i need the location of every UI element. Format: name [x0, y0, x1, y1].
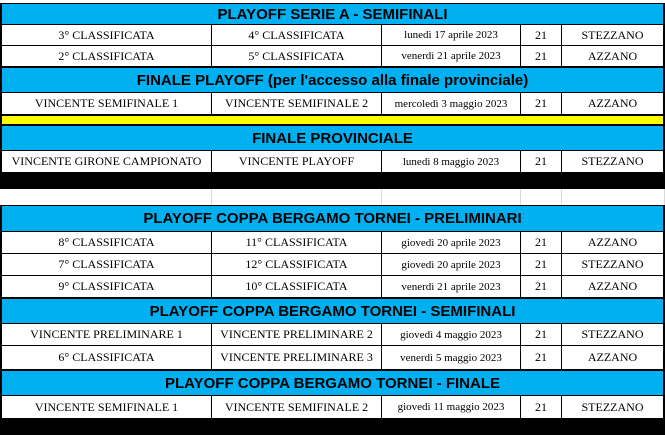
home-team: VINCENTE GIRONE CAMPIONATO [0, 151, 212, 172]
home-team: 3° CLASSIFICATA [0, 25, 212, 45]
venue: AZZANO [562, 346, 665, 369]
match-date: venerdì 21 aprile 2023 [382, 276, 521, 297]
venue: AZZANO [562, 276, 665, 297]
venue: STEZZANO [562, 324, 665, 345]
section-title: FINALE PROVINCIALE [252, 129, 413, 147]
section-title: FINALE PLAYOFF (per l'accesso alla finale provinciale) [136, 71, 529, 89]
section-header-coppa-finale [0, 370, 665, 396]
away-team: 12° CLASSIFICATA [212, 254, 382, 275]
section-title: PLAYOFF COPPA BERGAMO TORNEI - FINALE [164, 374, 501, 392]
section-title: PLAYOFF SERIE A - SEMIFINALI [217, 5, 448, 23]
table-row [0, 46, 665, 67]
match-date: giovedì 4 maggio 2023 [382, 324, 521, 345]
match-date: giovedì 20 aprile 2023 [382, 232, 521, 253]
away-team: VINCENTE PRELIMINARE 2 [212, 324, 382, 345]
home-team: VINCENTE SEMIFINALE 1 [0, 396, 212, 418]
section-title: PLAYOFF COPPA BERGAMO TORNEI - PRELIMINARI [143, 210, 522, 227]
section-header-playoff-serie-a [0, 3, 665, 25]
match-date: giovedì 11 maggio 2023 [382, 396, 521, 418]
section-header-coppa-preliminari [0, 205, 665, 232]
home-team: 6° CLASSIFICATA [0, 346, 212, 369]
match-date: lunedì 17 aprile 2023 [382, 25, 521, 45]
table-row [0, 276, 665, 298]
match-time: 21 [521, 46, 562, 66]
table-row [0, 346, 665, 370]
away-team: VINCENTE SEMIFINALE 2 [212, 93, 382, 114]
away-team: VINCENTE PLAYOFF [212, 151, 382, 172]
match-time: 21 [521, 276, 562, 297]
section-header-finale-provinciale [0, 125, 665, 151]
match-time: 21 [521, 25, 562, 45]
away-team: 11° CLASSIFICATA [212, 232, 382, 253]
section-title: PLAYOFF COPPA BERGAMO TORNEI - SEMIFINALI [149, 302, 516, 320]
match-time: 21 [521, 93, 562, 114]
separator-band-black [0, 419, 665, 435]
section-header-finale-playoff [0, 67, 665, 93]
match-time: 21 [521, 324, 562, 345]
table-row [0, 232, 665, 254]
away-team: VINCENTE PRELIMINARE 3 [212, 346, 382, 369]
empty-row [0, 189, 665, 205]
match-date: venerdì 5 maggio 2023 [382, 346, 521, 369]
table-row [0, 254, 665, 276]
away-team: VINCENTE SEMIFINALE 2 [212, 396, 382, 418]
away-team: 5° CLASSIFICATA [212, 46, 382, 66]
venue: AZZANO [562, 232, 665, 253]
home-team: VINCENTE PRELIMINARE 1 [0, 324, 212, 345]
match-time: 21 [521, 254, 562, 275]
home-team: 9° CLASSIFICATA [0, 276, 212, 297]
venue: STEZZANO [562, 25, 665, 45]
venue: AZZANO [562, 46, 665, 66]
match-time: 21 [521, 232, 562, 253]
table-row [0, 324, 665, 346]
match-date: lunedì 8 maggio 2023 [382, 151, 521, 172]
home-team: 8° CLASSIFICATA [0, 232, 212, 253]
venue: AZZANO [562, 93, 665, 114]
home-team: VINCENTE SEMIFINALE 1 [0, 93, 212, 114]
table-row [0, 93, 665, 115]
match-time: 21 [521, 346, 562, 369]
home-team: 7° CLASSIFICATA [0, 254, 212, 275]
venue: STEZZANO [562, 254, 665, 275]
table-row [0, 396, 665, 419]
home-team: 2° CLASSIFICATA [0, 46, 212, 66]
match-date: venerdì 21 aprile 2023 [382, 46, 521, 66]
table-row [0, 151, 665, 173]
match-time: 21 [521, 396, 562, 418]
venue: STEZZANO [562, 396, 665, 418]
venue: STEZZANO [562, 151, 665, 172]
away-team: 10° CLASSIFICATA [212, 276, 382, 297]
separator-band-black [0, 173, 665, 189]
match-date: giovedì 20 aprile 2023 [382, 254, 521, 275]
section-header-coppa-semifinali [0, 298, 665, 324]
match-time: 21 [521, 151, 562, 172]
separator-band-yellow [0, 115, 665, 125]
away-team: 4° CLASSIFICATA [212, 25, 382, 45]
match-date: mercoledì 3 maggio 2023 [382, 93, 521, 114]
table-row [0, 25, 665, 46]
